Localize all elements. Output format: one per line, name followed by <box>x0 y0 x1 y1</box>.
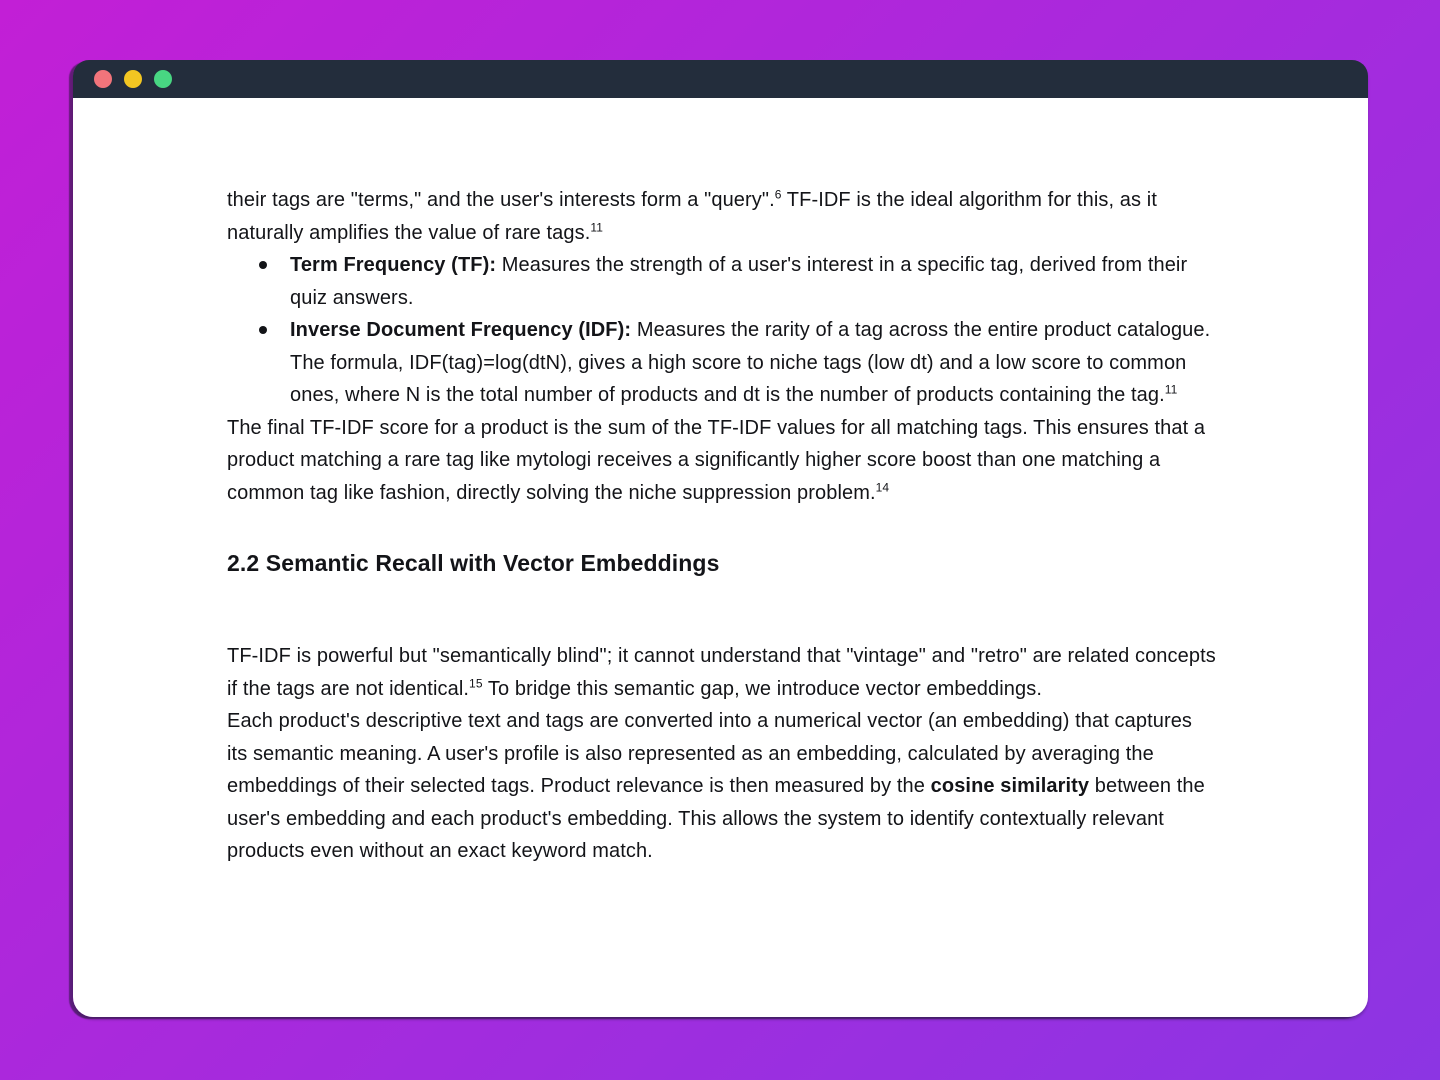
app-window <box>73 60 1368 1017</box>
paragraph-tfidf-intro: their tags are "terms," and the user's interests form a "query".$^6$ TF-IDF is the ideal algorithm for this, as it naturally amplifies the value of rare tags.$^{11}$ <box>227 187 1157 244</box>
paragraph-vector-embeddings: Each product's descriptive text and tags are converted into a numerical vector (an embedding) that captures its semantic meaning. A user's profile is also represented as an embedding, calculated by averaging the embeddings of their selected tags. Product relevance is then measured by the cosine similarity between the user's embedding and each product's embedding. This allows the system to identify contextually relevant products even without an exact keyword match. <box>227 710 1205 862</box>
bullet-item-term-frequency: Term Frequency (TF): Measures the strength of a user's interest in a specific tag, derived from their quiz answers. <box>290 249 1216 314</box>
paragraph-final-score: The final TF-IDF score for a product is the sum of the TF-IDF values for all matching tags. This ensures that a product matching a rare tag like mytologi receives a significantly higher score boost than one matching a common tag like fashion, directly solving the niche suppression problem.$^{14}$ <box>227 416 1206 504</box>
section-heading-2-2: 2.2 Semantic Recall with Vector Embeddings <box>227 550 720 576</box>
bullet-list <box>227 249 1216 412</box>
bullet-marker-icon <box>259 326 267 334</box>
paragraph-semantically-blind: TF-IDF is powerful but "semantically blind"; it cannot understand that "vintage" and "retro" are related concepts if the tags are not identical.$^{15}$ To bridge this semantic gap, we introduce vector embeddings. <box>227 645 1216 700</box>
bullet-item-inverse-document-frequency: Inverse Document Frequency (IDF): Measures the rarity of a tag across the entire product catalogue. The formula, IDF(tag)=log(dtN), gives a high score to niche tags (low dt) and a low score to common ones, where N is the total number of products and dt is the number of products containing the tag.$^{11}$ <box>290 314 1216 412</box>
maximize-button[interactable] <box>154 70 172 88</box>
minimize-button[interactable] <box>124 70 142 88</box>
bullet-marker-icon <box>259 261 267 269</box>
document-page <box>73 98 1368 1017</box>
window-titlebar[interactable] <box>73 60 1368 98</box>
document-content <box>227 184 1216 868</box>
close-button[interactable] <box>94 70 112 88</box>
